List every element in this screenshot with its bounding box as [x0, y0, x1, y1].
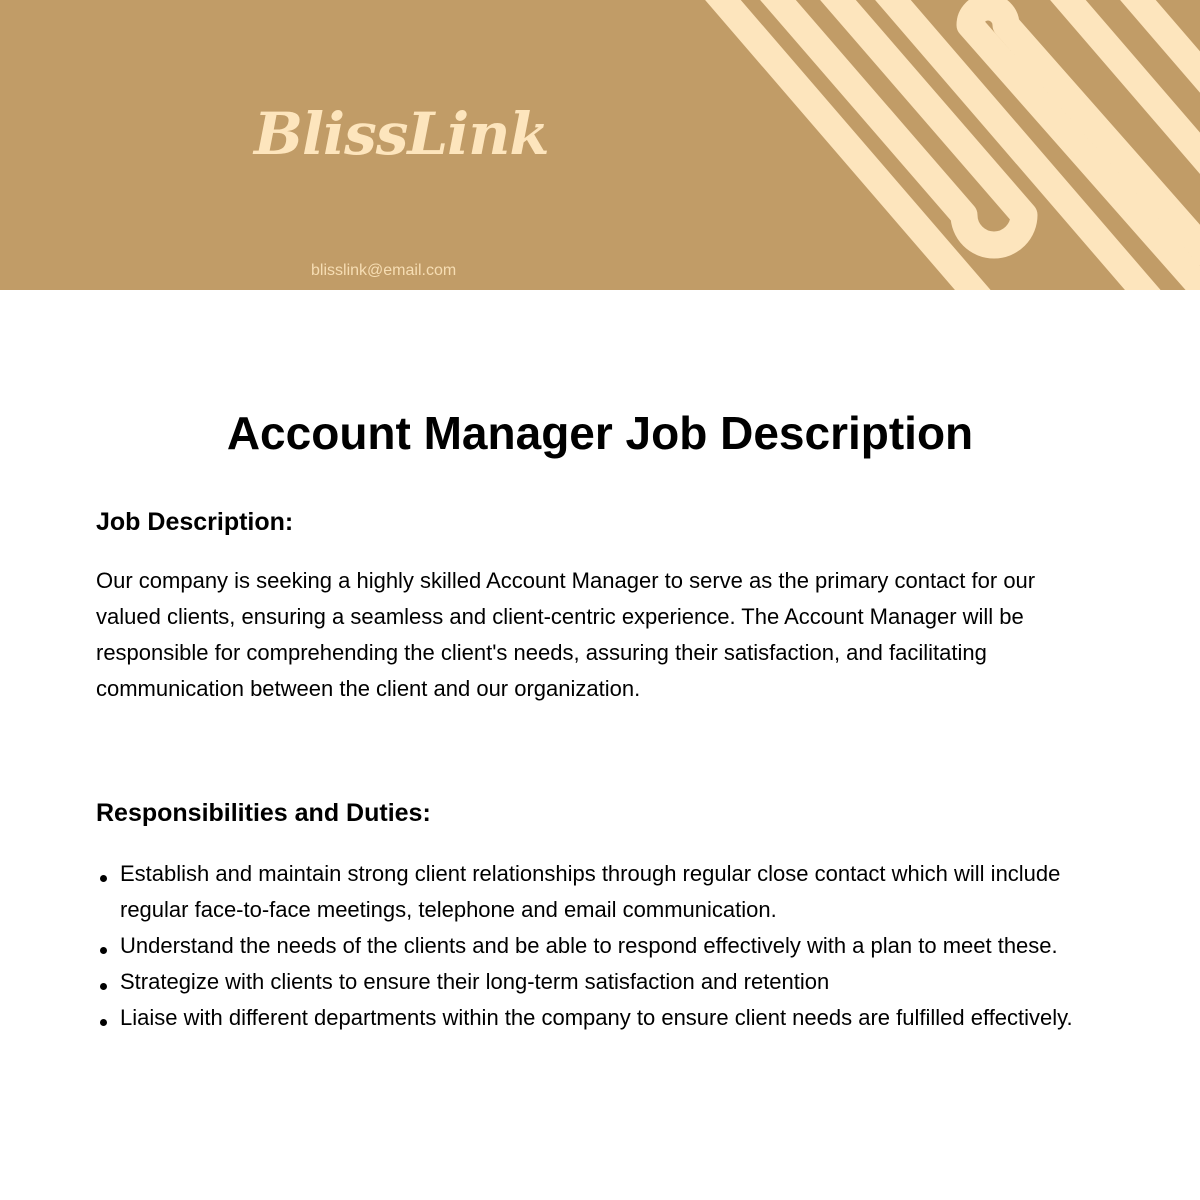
responsibilities-list: [96, 856, 1076, 1036]
list-item: [96, 1000, 1076, 1036]
list-item: [96, 856, 1076, 928]
bullet-icon: [100, 983, 107, 990]
brand-logo: BlissLink: [254, 100, 549, 168]
bullet-icon: [100, 1019, 107, 1026]
page-title: Account Manager Job Description: [226, 407, 974, 459]
list-item: [96, 964, 1076, 1000]
job-description-text: Our company is seeking a highly skilled Account Manager to serve as the primary contact for our valued clients, ensuring a seamless and client-centric experience. The Account Manager will be responsible for comprehending the client's needs, assuring their satisfaction, and facilitating communication between the client and our organization.: [96, 568, 1036, 701]
bullet-icon: [100, 875, 107, 882]
header-banner: [0, 0, 1200, 290]
decorative-stripes: [0, 0, 1200, 290]
list-item-text: Understand the needs of the clients and be able to respond effectively with a plan to meet these.: [120, 933, 1058, 958]
section-heading-job-description: Job Description:: [96, 508, 294, 536]
list-item: [96, 928, 1076, 964]
bullet-icon: [100, 947, 107, 954]
list-item-text: Establish and maintain strong client relationships through regular close contact which will include regular face-to-face meetings, telephone and email communication.: [120, 861, 1061, 922]
list-item-text: Liaise with different departments within the company to ensure client needs are fulfilled effectively.: [120, 1005, 1073, 1030]
section-heading-responsibilities: Responsibilities and Duties:: [96, 799, 431, 827]
contact-email: blisslink@email.com: [311, 262, 457, 279]
list-item-text: Strategize with clients to ensure their long-term satisfaction and retention: [120, 969, 830, 994]
